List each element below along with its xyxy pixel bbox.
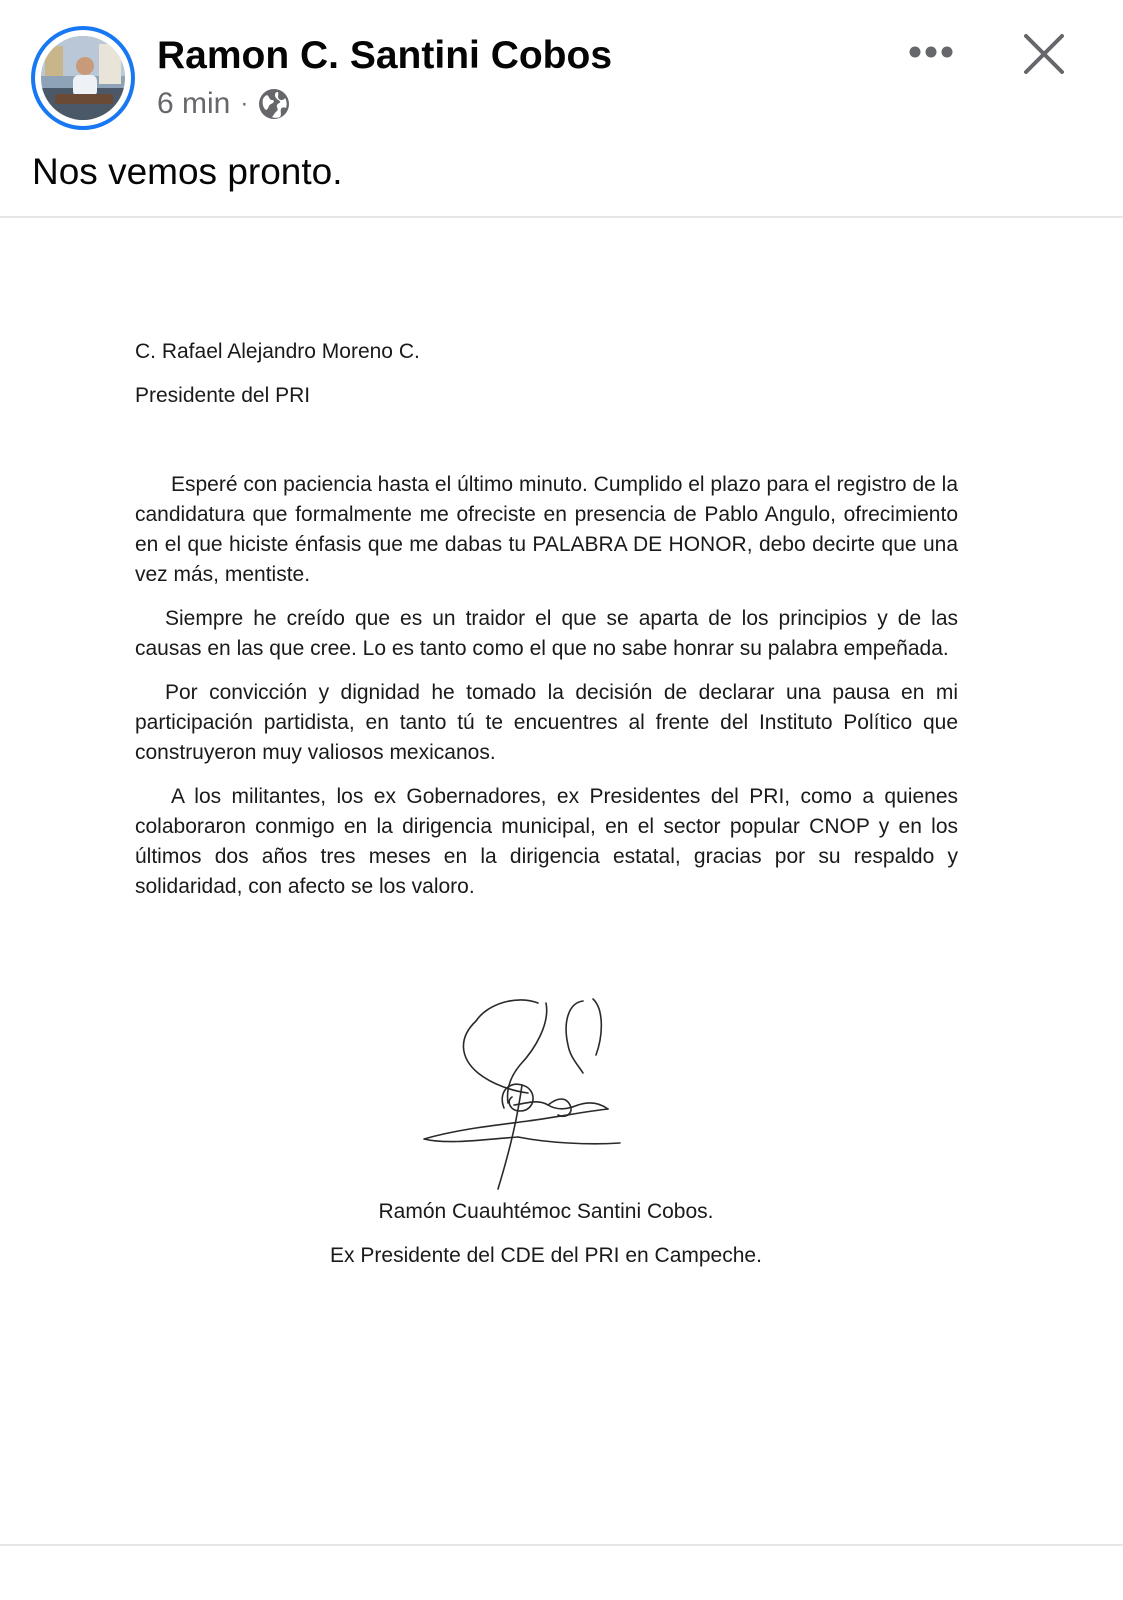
post-header bbox=[0, 0, 1123, 140]
recipient-name: C. Rafael Alejandro Moreno C. bbox=[135, 340, 420, 363]
letter-paragraph: Siempre he creído que es un traidor el que se aparta de los principios y de las causas en las que cree. Lo es tanto como el que no sabe honrar su palabra empeñada. bbox=[135, 607, 958, 660]
meta-separator: · bbox=[240, 90, 249, 117]
letter-paragraph: A los militantes, los ex Gobernadores, ex Presidentes del PRI, como a quienes colaboraron conmigo en la dirigencia municipal, en el sector popular CNOP y en los últimos dos años tres meses en la dirigencia estatal, gracias por su respaldo y solidaridad, con afecto se los valoro. bbox=[135, 785, 958, 898]
post-meta bbox=[157, 84, 290, 124]
close-button[interactable] bbox=[1016, 26, 1072, 82]
recipient-title: Presidente del PRI bbox=[135, 384, 311, 407]
more-horizontal-icon bbox=[909, 46, 953, 58]
letter-paragraph: Por convicción y dignidad he tomado la decisión de declarar una pausa en mi participación partidista, en tanto tú te encuentres al frente del Instituto Político que construyeron muy valiosos mexicanos. bbox=[135, 681, 958, 764]
bottom-divider bbox=[0, 1544, 1123, 1546]
letter-paragraph: Esperé con paciencia hasta el último minuto. Cumplido el plazo para el registro de la candidatura que formalmente me ofreciste en presencia de Pablo Angulo, ofrecimiento en el que hiciste énfasis que me dabas tu PALABRA DE HONOR, debo decirte que una vez más, mentiste. bbox=[135, 473, 958, 586]
author-avatar[interactable] bbox=[31, 26, 135, 130]
avatar-photo bbox=[41, 36, 125, 120]
signer-title: Ex Presidente del CDE del PRI en Campeche. bbox=[330, 1244, 762, 1267]
more-options-button[interactable] bbox=[898, 30, 964, 74]
letter-body bbox=[135, 470, 958, 916]
post-caption: Nos vemos pronto. bbox=[32, 151, 343, 192]
author-name[interactable]: Ramon C. Santini Cobos bbox=[157, 34, 613, 77]
handwritten-signature bbox=[418, 993, 628, 1193]
close-icon bbox=[1023, 33, 1065, 75]
post-timestamp[interactable]: 6 min bbox=[157, 87, 231, 120]
globe-icon[interactable] bbox=[258, 88, 290, 120]
signer-name: Ramón Cuauhtémoc Santini Cobos. bbox=[378, 1200, 714, 1223]
letter-image[interactable] bbox=[0, 218, 1123, 1544]
